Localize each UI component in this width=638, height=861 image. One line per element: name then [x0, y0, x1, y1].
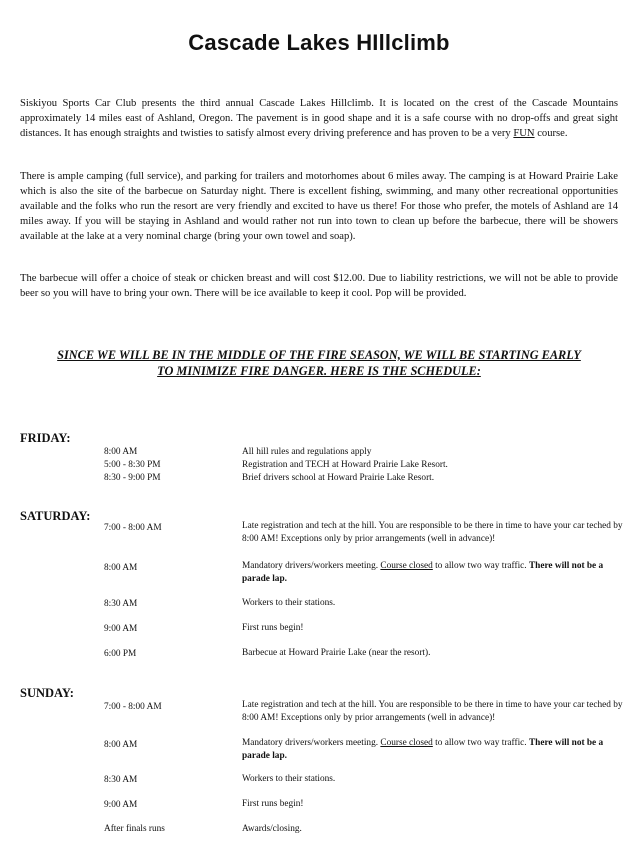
friday-time-2: 5:00 - 8:30 PM [104, 460, 161, 470]
saturday-desc-3: Workers to their stations. [242, 598, 336, 608]
sunday-traffic-text: to allow two way traffic. [432, 738, 529, 748]
sunday-desc-2 [242, 737, 627, 763]
day-label-friday: FRIDAY: [20, 431, 71, 445]
day-label-saturday: SATURDAY: [20, 509, 91, 523]
friday-time-1: 8:00 AM [104, 447, 138, 457]
fun-word: FUN [513, 128, 535, 139]
fire-season-notice [0, 347, 638, 379]
friday-time-3: 8:30 - 9:00 PM [104, 473, 161, 483]
sunday-time-2: 8:00 AM [104, 740, 138, 750]
saturday-time-1: 7:00 - 8:00 AM [104, 523, 162, 533]
saturday-meeting-text: Mandatory drivers/workers meeting. [242, 561, 381, 571]
sunday-time-5: After finals runs [104, 824, 165, 834]
sunday-meeting-text: Mandatory drivers/workers meeting. [242, 738, 381, 748]
saturday-desc-2 [242, 560, 627, 586]
saturday-time-5: 6:00 PM [104, 649, 137, 659]
saturday-desc-5: Barbecue at Howard Prairie Lake (near the resort). [242, 648, 431, 658]
intro-paragraph-2: There is ample camping (full service), and parking for trailers and motorhomes about 6 miles away. The camping is at Howard Prairie Lake which is also the site of the barbecue on Saturday night. There is excellent fishing, swimming, and many other recreational opportunities available and the folks who run the resort are very friendly and excited to have us there! For those who prefer, the motels of Ashland are 14 miles away. If you will be staying in Ashland and would rather not run into town to clean up before the barbecue, there will be showers available at the lake at a very nominal charge (bring your own towel and soap). [20, 171, 618, 242]
friday-desc-2: Registration and TECH at Howard Prairie Lake Resort. [242, 460, 448, 470]
friday-desc-3: Brief drivers school at Howard Prairie Lake Resort. [242, 473, 435, 483]
sunday-desc-1: Late registration and tech at the hill. You are responsible to be there in time to have your car teched by 8:00 AM! Exceptions only by prior arrangements (well in advance)! [242, 700, 623, 723]
sunday-time-4: 9:00 AM [104, 800, 138, 810]
sunday-desc-5: Awards/closing. [242, 824, 302, 834]
sunday-no-parade: There will not be a parade lap. [242, 738, 604, 761]
saturday-time-3: 8:30 AM [104, 599, 138, 609]
day-label-sunday: SUNDAY: [20, 686, 74, 700]
saturday-desc-1: Late registration and tech at the hill. You are responsible to be there in time to have your car teched by 8:00 AM! Exceptions only by prior arrangements (well in advance)! [242, 521, 623, 544]
intro-p1-text: Siskiyou Sports Car Club presents the third annual Cascade Lakes Hillclimb. It is located on the crest of the Cascade Mountains approximately 14 miles east of Ashland, Oregon. The pavement is in good shape and it is a safe course with no drop-offs and great sight distances. It has enough straights and twisties to satisfy almost every driving preference and has proven to be a very [20, 98, 618, 139]
notice-line-1: SINCE WE WILL BE IN THE MIDDLE OF THE FIRE SEASON, WE WILL BE STARTING EARLY [57, 348, 581, 362]
saturday-time-2: 8:00 AM [104, 563, 138, 573]
friday-desc-1: All hill rules and regulations apply [242, 447, 372, 457]
intro-paragraph-3: The barbecue will offer a choice of steak or chicken breast and will cost $12.00. Due to liability restrictions, we will not be able to provide beer so you will have to bring your own. There will be ice available to keep it cool. Pop will be provided. [20, 273, 618, 299]
sunday-time-1: 7:00 - 8:00 AM [104, 702, 162, 712]
saturday-no-parade: There will not be a parade lap. [242, 561, 604, 584]
sunday-course-closed: Course closed [380, 738, 433, 748]
saturday-traffic-text: to allow two way traffic. [432, 561, 529, 571]
notice-line-2: TO MINIMIZE FIRE DANGER. HERE IS THE SCHEDULE: [157, 364, 481, 378]
intro-p1-end: course. [534, 128, 568, 139]
saturday-time-4: 9:00 AM [104, 624, 138, 634]
saturday-desc-4: First runs begin! [242, 623, 304, 633]
page-title: Cascade Lakes HIllclimb [188, 30, 450, 55]
saturday-course-closed: Course closed [380, 561, 433, 571]
sunday-desc-4: First runs begin! [242, 799, 304, 809]
sunday-time-3: 8:30 AM [104, 775, 138, 785]
intro-paragraph-1 [20, 96, 618, 141]
sunday-desc-3: Workers to their stations. [242, 774, 336, 784]
